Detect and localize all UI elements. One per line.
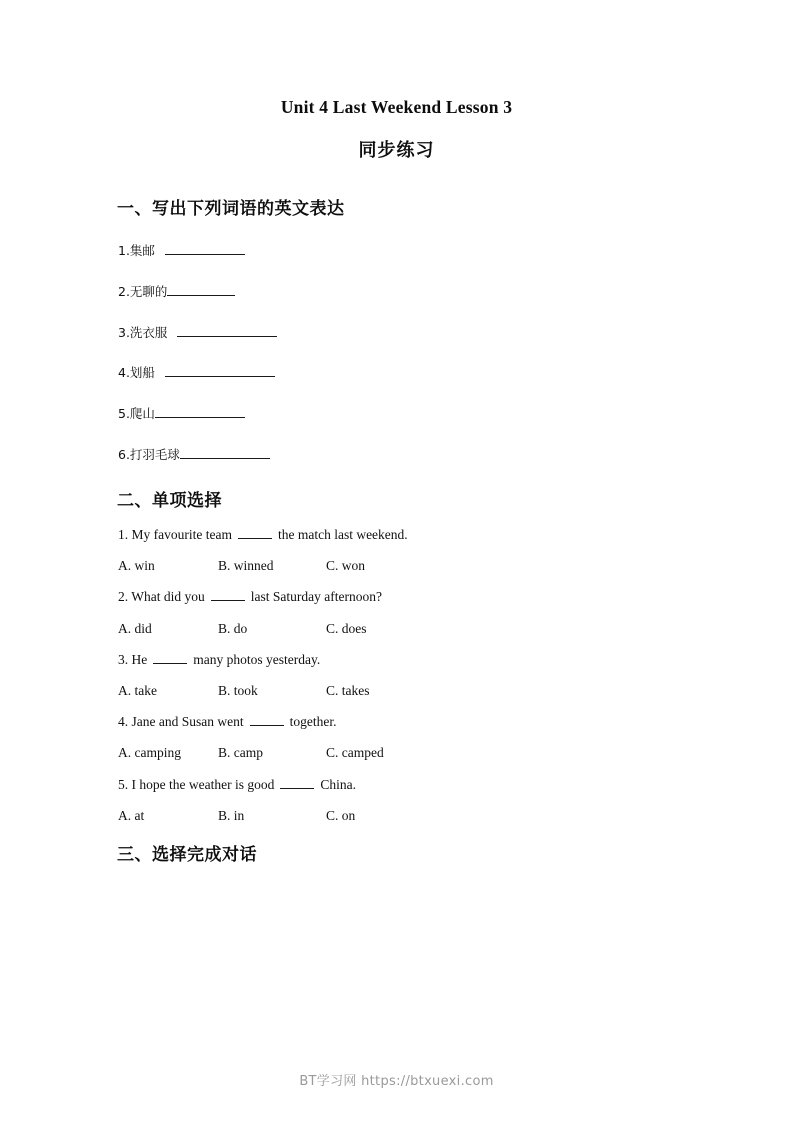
- answer-blank[interactable]: [180, 447, 270, 459]
- page-title: Unit 4 Last Weekend Lesson 3: [280, 97, 513, 117]
- option-choice[interactable]: A. did: [118, 620, 152, 636]
- section-heading-multiple-choice: 二、单项选择: [117, 491, 222, 511]
- option-choice[interactable]: C. does: [326, 620, 367, 636]
- answer-blank[interactable]: [153, 652, 187, 664]
- option-choice[interactable]: B. took: [218, 683, 258, 698]
- option-choice[interactable]: A. take: [118, 683, 157, 698]
- vocabulary-item-label: 6.打羽毛球: [118, 447, 180, 462]
- question-prefix: 4. Jane and Susan went: [118, 714, 244, 730]
- question-text: [118, 777, 356, 793]
- vocabulary-item-label: 4.划船: [118, 365, 155, 381]
- question-suffix: together.: [289, 714, 337, 730]
- footer-watermark: BT学习网 https://btxuexi.com: [299, 1074, 494, 1089]
- option-choice[interactable]: B. camp: [218, 745, 263, 761]
- answer-blank[interactable]: [167, 284, 235, 296]
- question-text: [118, 527, 408, 543]
- section-heading-vocabulary: 一、写出下列词语的英文表达: [117, 199, 345, 219]
- question-suffix: China.: [320, 776, 356, 792]
- option-choice[interactable]: A. at: [118, 807, 145, 823]
- vocabulary-item-label: 5.爬山: [118, 406, 155, 422]
- question-suffix: last Saturday afternoon?: [250, 589, 382, 605]
- vocabulary-item: [118, 445, 270, 463]
- answer-blank[interactable]: [238, 527, 272, 539]
- option-choice[interactable]: C. takes: [326, 683, 370, 698]
- vocabulary-item: [118, 404, 245, 422]
- section-heading-dialogue: 三、选择完成对话: [117, 845, 257, 865]
- question-prefix: 5. I hope the weather is good: [118, 776, 275, 792]
- question-suffix: many photos yesterday.: [193, 651, 321, 667]
- option-choice[interactable]: B. in: [218, 807, 245, 823]
- answer-blank[interactable]: [165, 243, 245, 255]
- question-prefix: 2. What did you: [118, 589, 205, 605]
- question-text: [118, 589, 382, 605]
- answer-blank[interactable]: [165, 365, 275, 377]
- question-prefix: 1. My favourite team: [118, 527, 232, 542]
- question-prefix: 3. He: [118, 651, 148, 667]
- vocabulary-item: [118, 241, 245, 259]
- option-choice[interactable]: B. winned: [218, 558, 274, 574]
- vocabulary-item: [118, 323, 277, 341]
- page-subtitle: 同步练习: [358, 140, 435, 161]
- answer-blank[interactable]: [177, 325, 277, 337]
- answer-blank[interactable]: [155, 406, 245, 418]
- answer-blank[interactable]: [250, 714, 284, 726]
- option-choice[interactable]: C. on: [326, 807, 356, 823]
- option-choice[interactable]: A. win: [118, 558, 155, 574]
- option-choice[interactable]: B. do: [218, 620, 248, 636]
- question-suffix: the match last weekend.: [277, 527, 408, 542]
- option-choice[interactable]: C. won: [326, 558, 366, 574]
- question-text: [118, 714, 336, 730]
- answer-blank[interactable]: [211, 589, 245, 601]
- option-choice[interactable]: C. camped: [326, 745, 384, 761]
- vocabulary-item-label: 2.无聊的: [118, 283, 168, 299]
- vocabulary-item: [118, 282, 235, 300]
- vocabulary-item: [118, 363, 275, 381]
- question-text: [118, 652, 320, 668]
- answer-blank[interactable]: [280, 777, 314, 789]
- vocabulary-item-label: 1.集邮: [118, 243, 155, 258]
- option-choice[interactable]: A. camping: [118, 745, 181, 761]
- vocabulary-item-label: 3.洗衣服: [118, 324, 168, 340]
